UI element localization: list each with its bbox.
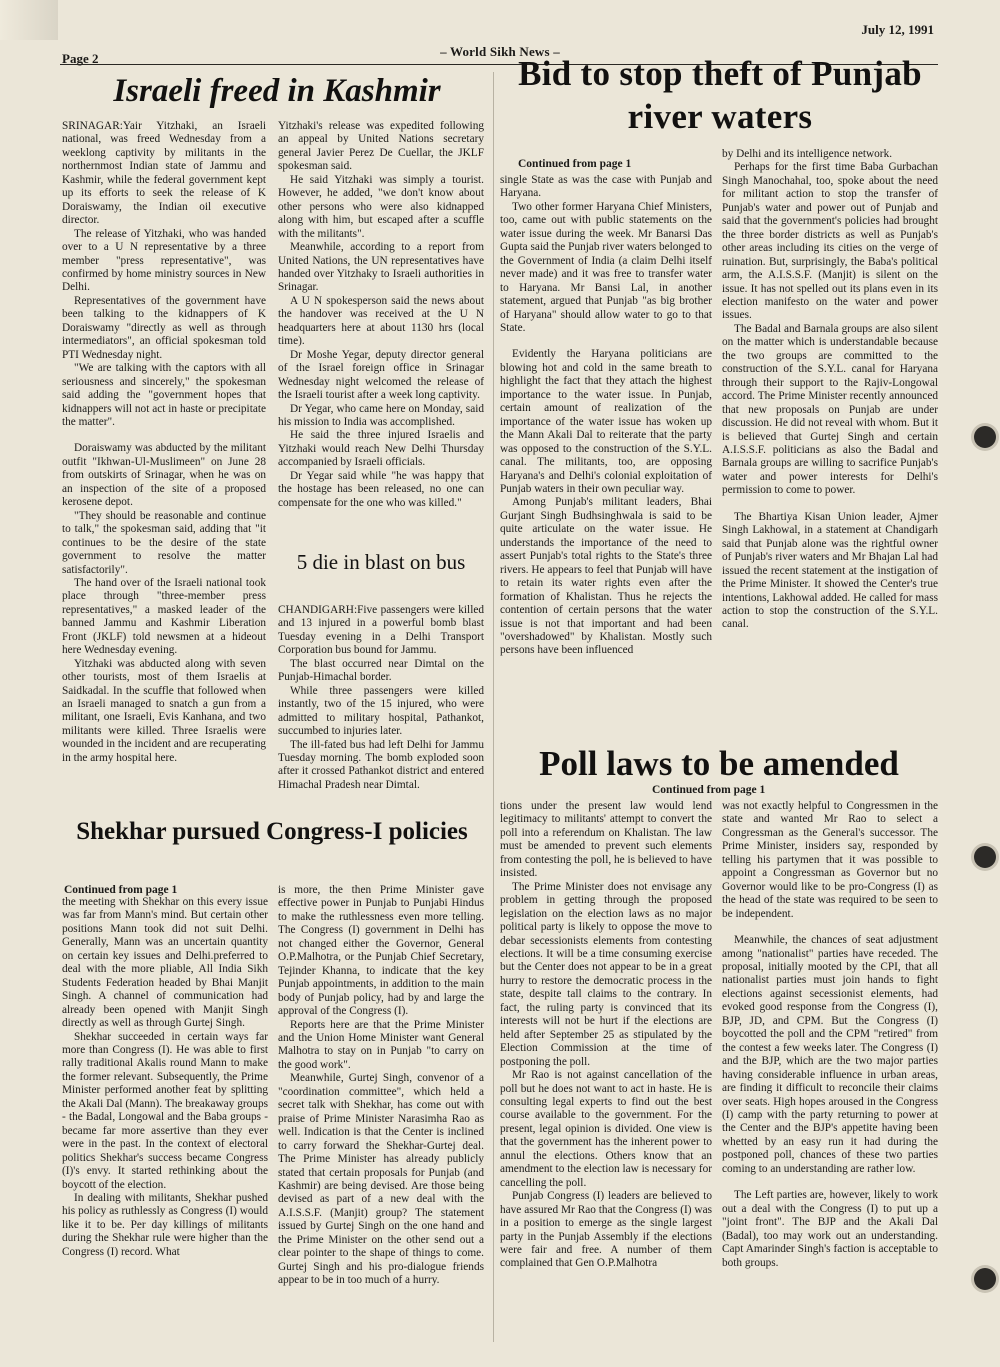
shekhar-column-1 [62,896,268,1356]
binder-hole [974,1268,996,1290]
column-divider [493,72,494,1342]
paragraph: tions under the present law would lend legitimacy to militants' attempt to convert the poll into a referendum on Khalistan. The law must be amended to prevent such elements from contesting the poll, he is believed to have insisted. [500,800,712,880]
punjab-column-2 [722,148,938,732]
paragraph: Meanwhile, the chances of seat adjustment among "nationalist" parties have receded. The proposal, initially mooted by the CPI, that all nationalist parties must join hands to fight elections against secessionist elements, had evoked good response from the Congress (I), BJP, JD, and CPM. But the Congress (I) boycotted the poll and the CPM "retired" from the contest a few weeks later. The Congress (I) and the BJP, which are the two major parties having considerable influence in urban areas, are finding it difficult to reconcile their claims over seats. High hopes aroused in the Congress (I) camp with the party returning to power at the Center and the BJP's appetite having been whetted by an easy run it had during the postponed poll, chances of these two parties coming to an understanding are rather low. [722,934,938,1175]
paragraph: While three passengers were killed instantly, two of the 15 injured, who were admitted to military hospital, Pathankot, succumbed to injuries later. [278,684,484,738]
paragraph: The Bhartiya Kisan Union leader, Ajmer Singh Lakhowal, in a statement at Chandigarh said that Punjab alone was the rightful owner of Punjab's river waters and Mr Bhajan Lal had issued the recent statement at the instigation of the Prime Minister. It showed the Center's true intentions, Lakhowal added. He called for mass action to stop the construction of the S.Y.L. canal. [722,510,938,631]
paragraph: Perhaps for the first time Baba Gurbachan Singh Manochahal, too, spoke about the need for militant action to stop the transfer of Punjab's water and power out of Punjab and said that the government's policies had brought the three border districts as well as Punjab's other areas including its cities on the verge of ruination. But, surprisingly, the Baba's political arm, the A.I.S.S.F. (Manjit) is silent on the issue. It has not spelled out its plans even in its election manifesto on the water and power issues. [722,161,938,322]
paragraph: Yitzhaki's release was expedited following an appeal by United Nations secretary general Javier Perez De Cuellar, the JKLF spokesman said. [278,120,484,173]
poll-column-2 [722,800,938,1356]
scan-edge-fragment [0,0,58,40]
paragraph: "We are talking with the captors with all seriousness and sincerely," the spokesman said adding the "government hopes that kidnappers will not act in haste or precipitate the matter". [62,362,266,428]
paragraph: "They should be reasonable and continue to talk," the spokesman said, adding that "it continues to be the desire of the state government to resolve the matter satisfactorily". [62,509,266,576]
newspaper-name: – World Sikh News – [440,44,560,59]
binder-hole [974,426,996,448]
binder-hole [974,846,996,868]
paragraph: The Prime Minister does not envisage any problem in getting through the proposed legislation on the election laws as no major political party is likely to oppose the move to debar secessionists elements from contesting elections. It will be a time consuming exercise but the Center does not appear to be in a great hurry to restore the democratic process in the state, despite tall claims to the contrary. In fact, the ruling party is convinced that its interests will not be hurt if the elections are held after September 25 as stipulated by the Election Commission at the time of postponing the poll. [500,880,712,1068]
page-number: Page 2 [62,51,99,66]
shekhar-headline: Shekhar pursued Congress-I policies [76,818,468,845]
paragraph: A U N spokesperson said the news about the handover was received at the U N headquarters here at about 1130 hrs (local time). [278,294,484,348]
paragraph: Representatives of the government have been talking to the kidnappers of K Doraiswamy "directly as well as through intermediators", an official spokesman told PTI Wednesday night. [62,294,266,361]
paragraph: Meanwhile, Gurtej Singh, convenor of a "coordination committee", which held a secret talk with Shekhar, has come out with praise of Prime Minister Narasimha Rao as well. Indication is that the Center is inclined to carry forward the Shekhar-Gurtej deal. The Prime Minister has already publicly stated that certain proposals for Punjab (and Kashmir) are being devised. Are those being devised as part of a new deal with the A.I.S.S.F. (Manjit) group? The statement issued by Gurtej Singh on the one hand and the Prime Minister on the other send out a clear pointer to the shape of things to come. Gurtej Singh and his pro-dialogue friends appear to be in too much of a hurry. [278,1072,484,1287]
paragraph: Meanwhile, according to a report from United Nations, the UN representatives have handed over Yitzhaky to Israeli authorities in Srinagar. [278,241,484,294]
paragraph: Two other former Haryana Chief Ministers, too, came out with public statements on the water issue during the week. Mr Banarsi Das Gupta said the Punjab river waters belonged to the Government of India (a claim Delhi itself never made) and it was free to transfer water to Haryana. Mr Bansi Lal, in another statement, argued that Punjab "as big brother of Haryana" should allow water to go to that State. [500,200,712,334]
paragraph: single State as was the case with Punjab and Haryana. [500,174,712,200]
paragraph: The blast occurred near Dimtal on the Punjab-Himachal border. [278,657,484,684]
paragraph: Mr Rao is not against cancellation of the poll but he does not want to act in haste. He is consulting legal experts to find out the best course available to the government. For the present, legal opinion is divided. One view is that the government has the inherent power to annul the elections. Others know that an amendment to the election law is necessary for cancelling the poll. [500,1069,712,1189]
blast-article [278,604,484,814]
punjab-continued: Continued from page 1 [518,158,632,170]
paragraph: by Delhi and its intelligence network. [722,148,893,160]
paragraph: Dr Moshe Yegar, deputy director general of the Israel foreign office in Srinagar Wednesday night welcomed the release of the Israeli tourist after a week long captivity. [278,348,484,402]
israeli-column-2 [278,120,484,570]
paragraph: CHANDIGARH:Five passengers were killed and 13 injured in a powerful bomb blast Tuesday evening in a Delhi Transport Corporation bus bound for Jammu. [278,604,484,657]
punjab-column-1 [500,174,712,732]
paragraph: the meeting with Shekhar on this every issue was far from Mann's mind. But certain other positions Mann took did not suit Delhi. Generally, Mann was an uncertain quantity on certain key issues and Delhi.preferred to deal with the more pliable, All India Sikh Students Federation headed by Bhai Manjit Singh. A channel of communication had already been opened with Manjit Singh directly as well as through Gurtej Singh. [62,896,268,1030]
paragraph: Yitzhaki was abducted along with seven other tourists, most of them Israelis at Saidkadal. In the scuffle that followed when an Israeli managed to snatch a gun from a militant, one Israeli, Evis Kanhana, and two militants were killed. Three Israelis were wounded in the incident and are recuperating in the army hospital here. [62,657,266,764]
paragraph: The Badal and Barnala groups are also silent on the matter which is understandable because the two groups are committed to the construction of the S.Y.L. canal for Haryana through their support to the Rajiv-Longowal accord. The Prime Minister recently announced that new proposals on Punjab are under discussion. He did not reveal with whom. But it is believed that Gurtej Singh and certain A.I.S.S.F. politicians as also the Badal and Barnala groups are willing to sacrifice Punjab's water and power interests for Delhi's permission to come to power. [722,322,938,497]
paragraph: The release of Yitzhaki, who was handed over to a U N representative by a three member "press representative", was confirmed by home ministry sources in New Delhi. [62,227,266,294]
paragraph: The hand over of the Israeli national took place through "three-member press representatives," a masked leader of the banned Jammu and Kashmir Liberation Front (JKLF) told newsmen at a hideout here Wednesday evening. [62,576,266,657]
paragraph: The ill-fated bus had left Delhi for Jammu Tuesday morning. The bomb exploded soon after it crossed Pathankot district and entered Himachal Pradesh near Dimtal. [278,738,484,791]
paragraph: He said the three injured Israelis and Yitzhaki would reach New Delhi Thursday accompanied by Israeli officials. [278,429,484,469]
issue-date: July 12, 1991 [861,22,934,37]
paragraph: Punjab Congress (I) leaders are believed to have assured Mr Rao that the Congress (I) was in a position to emerge as the single largest party in the Punjab Assembly if the elections were fair and free. A number of them complained that Gen O.P.Malhotra [500,1190,712,1270]
paragraph: In dealing with militants, Shekhar pushed his policy as ruthlessly as Congress (I) would like it to be. Per day killings of militants during the Shekhar rule were higher than the Congress (I) record. What [62,1191,268,1258]
paragraph: is more, the then Prime Minister gave effective power in Punjab to Punjabi Hindus to make the ruthlessness even more telling. The Congress (I) government in Delhi has not changed either the Governor, General O.P.Malhotra, or the Punjab Chief Secretary, Tejinder Khanna, to indicate that the key Punjab appointments, in addition to the main body of Punjab policy, had by and large the approval of the Congress (I). [278,884,484,1018]
paragraph: Reports here are that the Prime Minister and the Union Home Minister want General Malhotra to stay on in Punjab "to carry on the good work". [278,1018,484,1071]
paragraph: Shekhar succeeded in certain ways far more than Congress (I). He was able to first rally traditional Akalis round Mann to make the former relevant. Subsequently, the Prime Minister performed another feat by splitting the Akali Dal (Mann). The breakaway groups - the Badal, Longowal and the Baba groups - became far more assertive than they ever were in the past. In the context of electoral politics Shekhar's success became Congress (I)'s envy. It started rethinking about the boycott of the election. [62,1030,268,1191]
shekhar-column-2 [278,884,484,1356]
poll-column-1 [500,800,712,1356]
shekhar-continued: Continued from page 1 [64,884,178,896]
punjab-headline: Bid to stop theft of Punjab river waters [518,54,922,136]
blast-headline: 5 die in blast on bus [296,550,466,574]
paragraph: Dr Yegar, who came here on Monday, said his mission to India was accomplished. [278,402,484,428]
paragraph: was not exactly helpful to Congressmen in the state and wanted Mr Rao to select a Congressman as the General's successor. The Prime Minister, insiders say, responded by telling his partymen that it was possible to appoint a Congressman as Governor but no Governor would like to be pro-Congress (I) as the head of the state was required to be seen to be independent. [722,800,938,920]
poll-continued: Continued from page 1 [652,784,766,796]
paragraph: Among Punjab's militant leaders, Bhai Gurjant Singh Budhsinghwala is said to be quite articulate on the water issue. He understands the importance of the need to assert Punjab's total rights to the State's three rivers. He appears to feel that Punjab will have to retain its water rights even after the formation of Khalistan. Thus he rejects the contention of certain persons that the water issue is not that important and had been "overshadowed" by Khalistan. Mostly such persons have been influenced [500,496,712,657]
israeli-headline: Israeli freed in Kashmir [113,73,441,109]
israeli-column-1 [62,120,266,810]
paragraph: Doraiswamy was abducted by the militant outfit "Ikhwan-Ul-Muslimeen" on June 28 from outskirts of Srinagar, when he was on an inspection of the site of a proposed kerosene depot. [62,442,266,509]
paragraph: Evidently the Haryana politicians are blowing hot and cold in the same breath to highlight the fact that they attach the highest importance to the water issue. In Punjab, certain amount of realization of the importance of the water issue has woken up the Mann Akali Dal to reiterate that the party was opposed to the construction of the S.Y.L. canal. The militants, too, are opposing Haryana's and Delhi's colonial exploitation of Punjab waters in their own peculiar way. [500,348,712,495]
poll-headline: Poll laws to be amended [539,744,899,783]
paragraph: Dr Yegar said while "he was happy that the hostage has been released, no one can compensate for the one who was killed." [278,469,484,509]
paragraph: SRINAGAR:Yair Yitzhaki, an Israeli national, was freed Wednesday from a weeklong captivity by militants in the northernmost Indian state of Jammu and Kashmir, while the federal government kept up its efforts to seek the release of K Doraiswamy, the Indian oil executive director. [62,120,266,227]
paragraph: He said Yitzhaki was simply a tourist. However, he added, "we don't know about other persons who were also kidnapped along with him, but escaped after a scuffle with the militants". [278,173,484,240]
paragraph: The Left parties are, however, likely to work out a deal with the Congress (I) to put up a "joint front". The BJP and the Akali Dal (Badal), too may work out an understanding. Capt Amarinder Singh's faction is acceptable to both groups. [722,1189,938,1269]
